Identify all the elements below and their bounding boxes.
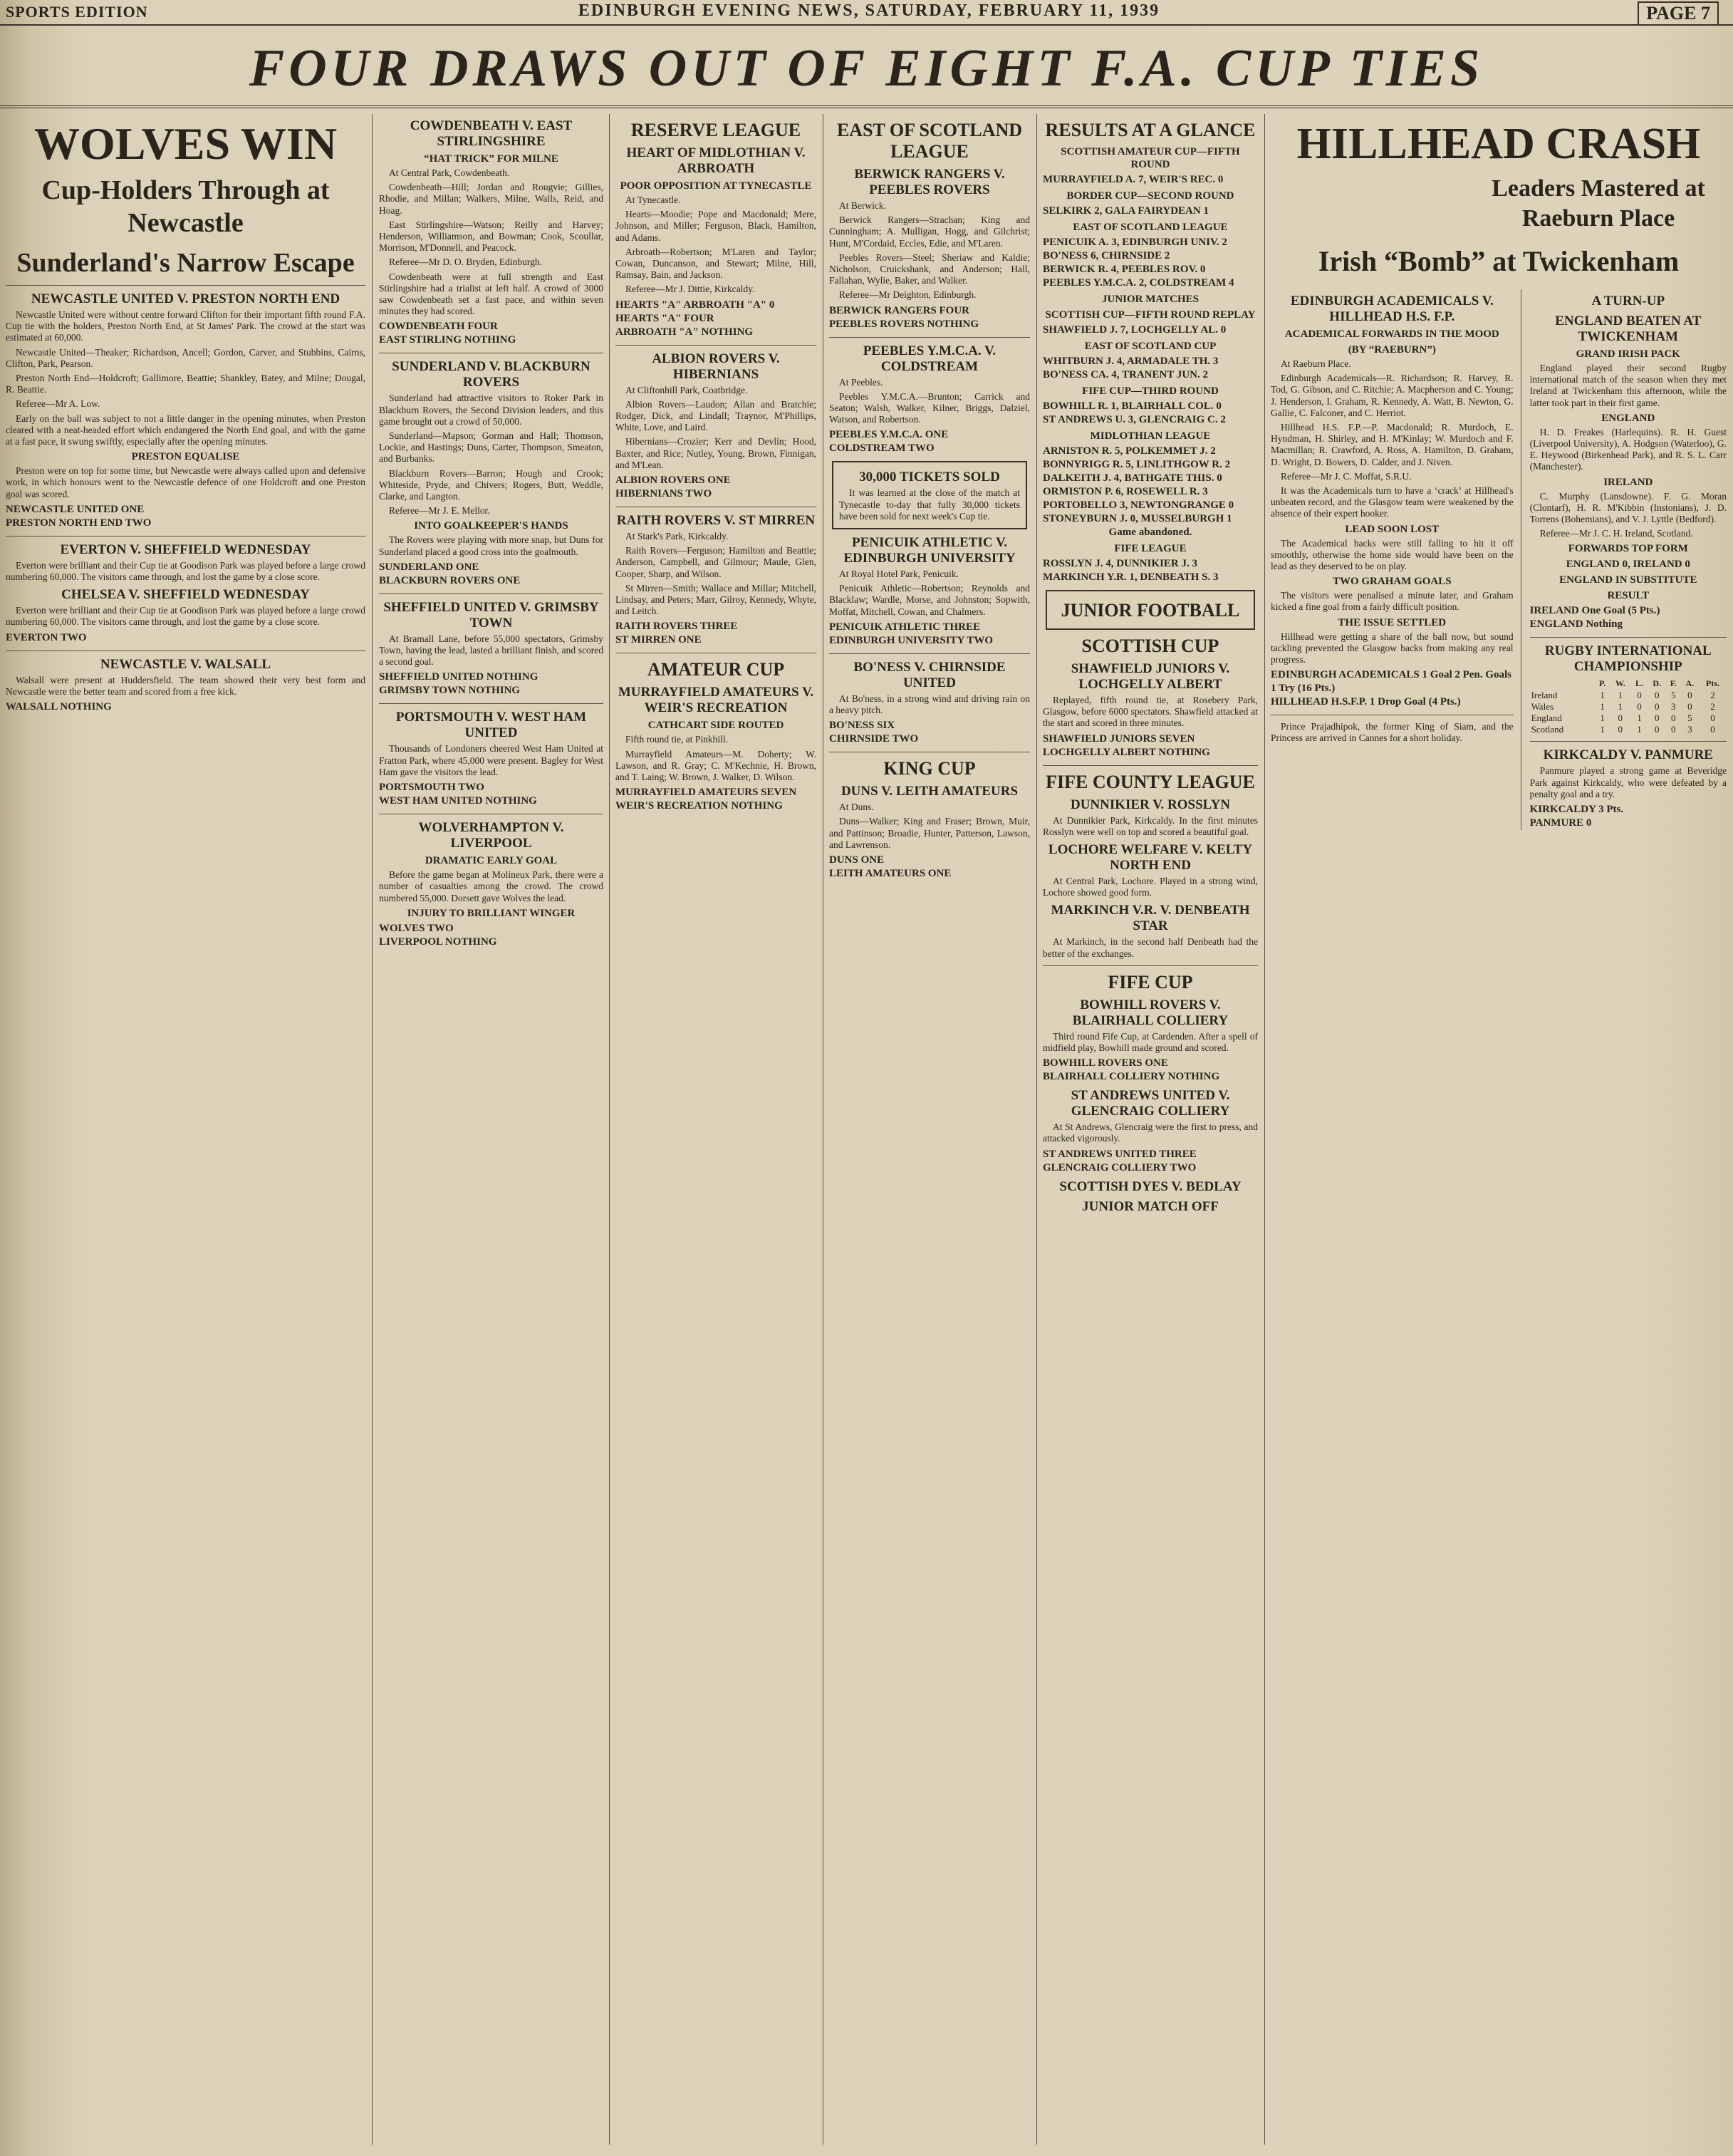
venue: At Duns. [839, 802, 874, 813]
article-text: Prince Prajadhipok, the former King of Siam, and the Princess are arrived in Cannes for a short holiday. [1271, 721, 1514, 744]
championship-table [1530, 677, 1727, 735]
table-header-cell: P. [1599, 678, 1606, 689]
article-text: Walsall were present at Huddersfield. The team showed their very best form and Newcastle were the better team and scored from a free kick. [6, 674, 365, 697]
article-text: England played their second Rugby international match of the season when they met Ireland at Twickenham this afternoon, while the latter took part in their first game. [1529, 363, 1727, 408]
result-line: MURRAYFIELD A. 7, WEIR'S REC. 0 [1043, 174, 1224, 185]
result-line: HEARTS "A" FOUR [615, 312, 714, 324]
venue: At Stark's Park, Kirkcaldy. [625, 531, 729, 542]
column-hillhead [1271, 114, 1727, 2145]
table-heading: RUGBY INTERNATIONAL CHAMPIONSHIP [1544, 643, 1712, 675]
result-line: GRIMSBY TOWN NOTHING [379, 685, 521, 697]
result-line: ROSSLYN J. 4, DUNNIKIER J. 3 [1043, 558, 1197, 569]
result-line: BO'NESS SIX [829, 720, 895, 732]
table-cell: 0 [1655, 724, 1660, 735]
article-text: It was the Academicals turn to have a ‘crack’ at Hillhead's unbeaten record, and the Glasgow team were weakened by the absence of their expert hooker. [1271, 485, 1514, 519]
headline-hillhead: HILLHEAD CRASH [1296, 120, 1701, 168]
result-line: KIRKCALDY 3 Pts. [1529, 804, 1624, 816]
subheading: RESULT [1607, 590, 1650, 602]
article-text: At Dunnikier Park, Kirkcaldy. In the first minutes Rosslyn were well on top and scored a beautiful goal. [1043, 814, 1258, 837]
result-line: ST ANDREWS U. 3, GLENCRAIG C. 2 [1043, 414, 1226, 425]
divider [1530, 637, 1727, 638]
result-line: IRELAND One Goal (5 Pts.) [1529, 605, 1660, 617]
table-cell: 0 [1655, 701, 1660, 712]
team-list: Hibernians—Crozier; Kerr and Devlin; Hood, Baxter, and Rice; Nutley, Young, Brown, Finnigan, and M'Lean. [615, 436, 816, 470]
table-cell: 5 [1671, 690, 1676, 701]
team-heading: ENGLAND [1601, 412, 1655, 424]
table-row [1530, 724, 1727, 735]
team-list: Peebles Y.M.C.A.—Brunton; Carrick and Seaton; Walsh, Walker, Kilner, Briggs, Dalziel, Watson, and Robertson. [829, 390, 1030, 425]
subhead-irish: Irish “Bomb” at Twickenham [1318, 245, 1680, 277]
box-text: It was learned at the close of the match at Tynecastle to-day that fully 30,000 tickets have been sold for next week's Cup tie. [839, 487, 1020, 522]
subheading: TWO GRAHAM GOALS [1332, 576, 1452, 588]
result-line: WEIR'S RECREATION NOTHING [615, 800, 783, 812]
table-cell: 0 [1687, 701, 1692, 712]
column-rule [1036, 114, 1037, 2145]
result-line: COWDENBEATH FOUR [379, 321, 498, 333]
table-cell: 1 [1618, 701, 1623, 712]
match-heading: BERWICK RANGERS V. PEEBLES ROVERS [854, 167, 1005, 197]
match-heading: MURRAYFIELD AMATEURS V. WEIR'S RECREATION [618, 685, 814, 716]
result-line: WOLVES TWO [379, 922, 454, 934]
match-heading: JUNIOR MATCH OFF [1082, 1198, 1219, 1214]
team-list: Peebles Rovers—Steel; Sheriaw and Kaldie; Nicholson, Cruickshank, and Anderson; Hall, Fallahan, Wylie, Baker, and Walker. [829, 252, 1030, 286]
result-line: PANMURE 0 [1529, 817, 1592, 829]
article-text: At Bo'ness, in a strong wind and driving rain on a heavy pitch. [829, 693, 1030, 716]
section-heading: RESULTS AT A GLANCE [1045, 120, 1256, 140]
table-cell: 1 [1600, 724, 1605, 735]
table-cell: 0 [1655, 712, 1660, 724]
column-east-of-scotland [829, 114, 1030, 2145]
match-heading: RAITH ROVERS V. ST MIRREN [616, 513, 816, 529]
table-cell: 0 [1710, 712, 1715, 724]
table-cell: 0 [1671, 712, 1676, 724]
column-cowdenbeath [379, 114, 603, 2145]
venue: At Raeburn Place. [1281, 358, 1351, 369]
result-line: BERWICK R. 4, PEEBLES ROV. 0 [1043, 264, 1206, 275]
result-line: WEST HAM UNITED NOTHING [379, 795, 537, 807]
referee: Referee—Mr D. O. Bryden, Edinburgh. [389, 256, 542, 268]
subheading: “HAT TRICK” FOR MILNE [424, 153, 558, 165]
subheading: ENGLAND 0, IRELAND 0 [1566, 559, 1690, 571]
table-cell: 1 [1600, 701, 1605, 712]
article-text: Everton were brilliant and their Cup tie at Goodison Park was played before a large crowd numbering 60,000. The visitors came through, and lost the game by a close score. [6, 605, 365, 628]
result-line: CHIRNSIDE TWO [829, 733, 919, 745]
table-cell: 1 [1618, 690, 1623, 701]
table-cell: 1 [1637, 724, 1642, 735]
venue: At Peebles. [839, 376, 883, 388]
article-text: Thousands of Londoners cheered West Ham United at Fratton Park, where 45,000 were present. Bagley for West Ham gave the visitors the lead. [379, 743, 603, 777]
subheading: GRAND IRISH PACK [1576, 348, 1680, 360]
table-cell: 0 [1637, 701, 1642, 712]
result-line: SUNDERLAND ONE [379, 561, 479, 573]
column-wolves [6, 114, 365, 2145]
team-list: Blackburn Rovers—Barron; Hough and Crook; Whiteside, Pryde, and Chivers; Rogers, Butt, Weddle, Clarke, and Langton. [379, 467, 603, 502]
result-line: WHITBURN J. 4, ARMADALE TH. 3 [1043, 356, 1219, 367]
match-heading: PORTSMOUTH V. WEST HAM UNITED [395, 710, 587, 741]
result-line: LEITH AMATEURS ONE [829, 868, 952, 880]
table-header-cell: L. [1635, 678, 1644, 689]
venue: Fifth round tie, at Pinkhill. [625, 734, 728, 745]
team-list: Albion Rovers—Laudon; Allan and Bratchie; Rodger, Dick, and Lindall; Traynor, M'Phillips, White, Love, and Laird. [615, 398, 816, 433]
subheading: LEAD SOON LOST [1345, 523, 1440, 535]
team-list: Arbroath—Robertson; M'Laren and Taylor; Cowan, Duncanson, and Stewart; Milne, Hill, Ramsay, Bain, and Jackson. [615, 246, 816, 281]
result-line: STONEYBURN J. 0, MUSSELBURGH 1 [1043, 513, 1232, 524]
article-text: At St Andrews, Glencraig were the first to press, and attacked vigorously. [1043, 1121, 1258, 1144]
article-text: Sunderland had attractive visitors to Roker Park in Blackburn Rovers, the Second Division leaders, and this game brought out a crowd of 50,000. [379, 393, 603, 427]
column-rule [372, 114, 373, 2145]
article-text: Hillhead were getting a share of the ball now, but sound tackling prevented the Glasgow backs from making any real progress. [1271, 631, 1514, 665]
competition: FIFE CUP—THIRD ROUND [1082, 385, 1219, 397]
result-line: GLENCRAIG COLLIERY TWO [1043, 1161, 1197, 1173]
subheading: INTO GOALKEEPER'S HANDS [414, 520, 568, 532]
team-heading: IRELAND [1603, 476, 1653, 488]
table-cell: 0 [1671, 724, 1676, 735]
result-line: HILLHEAD H.S.F.P. 1 Drop Goal (4 Pts.) [1271, 696, 1461, 708]
result-line: DALKEITH J. 4, BATHGATE THIS. 0 [1043, 472, 1222, 484]
match-heading: EVERTON V. SHEFFIELD WEDNESDAY [60, 541, 311, 557]
result-line: ENGLAND Nothing [1529, 618, 1623, 631]
team-list: St Mirren—Smith; Wallace and Millar; Mitchell, Lindsay, and Peters; Marr, Gilroy, Kennedy, Whyte, and Leitch. [615, 582, 816, 617]
junior-football-box [1046, 590, 1255, 630]
table-row [1530, 690, 1727, 701]
table-cell: 2 [1710, 701, 1715, 712]
article-text: Cowdenbeath were at full strength and East Stirlingshire had a trialist at left half. A crowd of 3000 saw Cowdenbeath set a fast pace, and within seven minutes they had scored. [379, 271, 603, 317]
result-line: PEEBLES Y.M.C.A. 2, COLDSTREAM 4 [1043, 277, 1234, 289]
competition: MIDLOTHIAN LEAGUE [1090, 430, 1211, 442]
table-cell: 0 [1637, 690, 1642, 701]
match-heading: DUNS V. LEITH AMATEURS [841, 784, 1019, 799]
edition-label: SPORTS EDITION [6, 3, 148, 21]
table-row [1530, 712, 1727, 724]
competition: SCOTTISH AMATEUR CUP—FIFTH ROUND [1061, 146, 1240, 170]
article-text: At Bramall Lane, before 55,000 spectators, Grimsby Town, having the lead, lasted a brilliant finish, and scored a second goal. [379, 633, 603, 668]
column-reserve-league [615, 114, 816, 2145]
referee: Referee—Mr Deighton, Edinburgh. [839, 289, 977, 301]
table-cell: Wales [1531, 701, 1554, 712]
result-line: BO'NESS CA. 4, TRANENT JUN. 2 [1043, 369, 1208, 380]
match-heading: SHEFFIELD UNITED V. GRIMSBY TOWN [383, 599, 599, 631]
section-heading: RESERVE LEAGUE [630, 120, 801, 140]
result-line: PEEBLES ROVERS NOTHING [829, 318, 979, 330]
team-list: C. Murphy (Lansdowne). F. G. Moran (Clontarf), H. R. M'Kibbin (Instonians), J. D. Torrens (Bohemians), and V. J. Lyttle (Bedford). [1529, 490, 1727, 525]
rugby-columns [1271, 289, 1727, 830]
match-heading: KIRKCALDY V. PANMURE [1543, 747, 1713, 763]
subheading: ENGLAND IN SUBSTITUTE [1559, 574, 1697, 586]
table-cell: Ireland [1531, 690, 1558, 701]
table-cell: 0 [1687, 690, 1692, 701]
result-line: BO'NESS 6, CHIRNSIDE 2 [1043, 250, 1170, 261]
article-text: Newcastle United were without centre forward Clifton for their important fifth round F.A. Cup tie with the holders, Preston North End, at St James' Park. The crowd at the start was estimated at 60,000. [6, 309, 365, 343]
article-text: Early on the ball was subject to not a little danger in the opening minutes, when Preston cleared with a neat-headed effort which endangered the North End goal, and with the game at a fast pace, it swung swiftly, especially after the opening minutes. [6, 413, 365, 447]
table-row [1530, 701, 1727, 712]
match-heading: EDINBURGH ACADEMICALS V. HILLHEAD H.S. F.P. [1290, 294, 1494, 324]
team-list: H. D. Freakes (Harlequins). R. H. Guest (Liverpool University), A. Hodgson (Waterloo), G. E. Heywood (Birkenhead Park), and R. S. L. Carr (Manchester). [1529, 426, 1727, 472]
result-line: WALSALL NOTHING [6, 701, 112, 713]
divider [1043, 965, 1258, 966]
referee: Referee—Mr J. C. H. Ireland, Scotland. [1539, 528, 1693, 539]
section-heading: JUNIOR FOOTBALL [1061, 600, 1240, 621]
result-line: BLACKBURN ROVERS ONE [379, 574, 521, 586]
team-list: Hearts—Moodie; Pope and Macdonald; Mere, Johnson, and Miller; Ferguson, Black, Hamilton, and Adams. [615, 209, 816, 243]
result-line: SELKIRK 2, GALA FAIRYDEAN 1 [1043, 205, 1209, 217]
result-line: MARKINCH Y.R. 1, DENBEATH S. 3 [1043, 571, 1219, 583]
competition: JUNIOR MATCHES [1102, 294, 1199, 305]
table-cell: 1 [1637, 712, 1642, 724]
table-header-cell: F. [1670, 678, 1677, 689]
academicals-report [1271, 289, 1521, 830]
section-heading: SCOTTISH CUP [1081, 636, 1219, 656]
result-line: RAITH ROVERS THREE [615, 621, 738, 633]
match-heading: SHAWFIELD JUNIORS V. LOCHGELLY ALBERT [1071, 661, 1230, 692]
table-cell: 2 [1710, 690, 1715, 701]
divider [1043, 765, 1258, 766]
match-heading: SUNDERLAND V. BLACKBURN ROVERS [392, 359, 590, 390]
article-text: The Rovers were playing with more snap, but Duns for Sunderland placed a good cross into the goalmouth. [379, 534, 603, 557]
table-cell: 3 [1687, 724, 1692, 735]
section-heading: FIFE COUNTY LEAGUE [1046, 771, 1255, 792]
match-heading: ENGLAND BEATEN AT TWICKENHAM [1555, 313, 1702, 344]
result-line: ORMISTON P. 6, ROSEWELL R. 3 [1043, 486, 1208, 497]
team-list: Berwick Rangers—Strachan; King and Cunningham; A. Mulligan, Hogg, and Gilchrist; Hunt, M'Cordaid, Eccles, Edie, and M'Laren. [829, 214, 1030, 249]
masthead [0, 0, 1733, 26]
subhead-sunderland: Sunderland's Narrow Escape [16, 248, 355, 278]
match-heading: LOCHORE WELFARE V. KELTY NORTH END [1048, 842, 1253, 874]
table-cell: 3 [1671, 701, 1676, 712]
match-heading: COWDENBEATH V. EAST STIRLINGSHIRE [410, 118, 573, 149]
match-heading: CHELSEA V. SHEFFIELD WEDNESDAY [61, 587, 310, 603]
referee: Referee—Mr J. C. Moffat, S.R.U. [1281, 470, 1412, 482]
article-text: The Academical backs were still falling to hit it off smoothly, otherwise the home side would have been on the lead as they deserved to be on play. [1271, 537, 1514, 572]
match-heading: NEWCASTLE UNITED V. PRESTON NORTH END [31, 291, 340, 306]
article-text: Everton were brilliant and their Cup tie at Goodison Park was played before a large crowd numbering 60,000. The visitors came through, and lost the game by a close score. [6, 559, 365, 583]
venue: At Tynecastle. [625, 195, 681, 205]
team-list: Edinburgh Academicals—R. Richardson; R. Harvey, R. Tod, G. Gibson, and C. Ritchie; A. Macpherson and C. Young; J. Henderson, I. Graham, R. Kennedy, A. Watt, B. Newton, G. Gallie, C. Falconer, and C. Herriot. [1271, 373, 1514, 418]
section-heading: EAST OF SCOTLAND LEAGUE [836, 120, 1023, 162]
result-line: EAST STIRLING NOTHING [379, 334, 516, 346]
competition: SCOTTISH CUP—FIFTH ROUND REPLAY [1045, 309, 1256, 321]
result-line: ST ANDREWS UNITED THREE [1043, 1148, 1197, 1160]
result-line: ARNISTON R. 5, POLKEMMET J. 2 [1043, 445, 1216, 457]
result-line: BERWICK RANGERS FOUR [829, 304, 969, 316]
team-list: Preston North End—Holdcroft; Gallimore, Beattie; Shankley, Batey, and Milne; Dougal, R. Beattie. [6, 373, 365, 395]
divider [1530, 741, 1727, 742]
twickenham-report [1530, 289, 1727, 830]
venue: At Central Park, Cowdenbeath. [389, 167, 510, 178]
result-line: PEEBLES Y.M.C.A. ONE [829, 429, 949, 441]
match-heading: WOLVERHAMPTON V. LIVERPOOL [418, 820, 564, 851]
result-line: PRESTON NORTH END TWO [6, 517, 152, 529]
column-rule [609, 114, 610, 2145]
venue: At Cliftonhill Park, Coatbridge. [625, 384, 748, 395]
result-line: ARBROATH "A" NOTHING [615, 326, 754, 338]
article-text: At Markinch, in the second half Denbeath had the better of the exchanges. [1043, 936, 1258, 959]
column-rule [1264, 114, 1265, 2145]
match-heading: NEWCASTLE V. WALSALL [100, 656, 271, 672]
result-line: HIBERNIANS TWO [615, 488, 712, 500]
subheading: A TURN-UP [1591, 294, 1665, 309]
table-cell: 1 [1600, 712, 1605, 724]
match-heading: BOWHILL ROVERS V. BLAIRHALL COLLIERY [1072, 997, 1229, 1028]
result-line: PENICUIK ATHLETIC THREE [829, 621, 980, 633]
team-list: Raith Rovers—Ferguson; Hamilton and Beattie; Anderson, Campbell, and Gilmour; Maule, Glen, Cooper, Sharp, and Wilson. [615, 545, 816, 579]
team-list: Duns—Walker; King and Fraser; Brown, Muir, and Pattinson; Broadie, Hunter, Patterson, Lawson, and Lawrenson. [829, 816, 1030, 850]
section-heading: AMATEUR CUP [647, 659, 785, 680]
article-text: Third round Fife Cup, at Cardenden. After a spell of midfield play, Bowhill made ground and scored. [1043, 1030, 1258, 1054]
box-heading: 30,000 TICKETS SOLD [859, 470, 1000, 485]
team-list: Penicuik Athletic—Robertson; Reynolds and Blacklaw; Wardle, Morse, and Johnston; Sopwith, Moffat, Mitchell, Cowan, and Chalmers. [829, 583, 1030, 617]
subheading: POOR OPPOSITION AT TYNECASTLE [620, 180, 812, 192]
competition: EAST OF SCOTLAND LEAGUE [1073, 222, 1228, 233]
match-heading: PEEBLES Y.M.C.A. V. COLDSTREAM [863, 343, 996, 374]
match-heading: MARKINCH V.R. V. DENBEATH STAR [1051, 903, 1250, 934]
competition: FIFE LEAGUE [1114, 543, 1187, 554]
page-banner: FOUR DRAWS OUT OF EIGHT F.A. CUP TIES [0, 31, 1733, 108]
result-line: BOWHILL ROVERS ONE [1043, 1057, 1168, 1069]
match-heading: BO'NESS V. CHIRNSIDE UNITED [853, 659, 1006, 690]
table-header-cell: A. [1685, 678, 1695, 689]
article-text: Before the game began at Molineux Park, there were a number of casualties among the crowd. The crowd numbered 55,000. Dorsett gave Wolves the lead. [379, 869, 603, 903]
article-text: The visitors were penalised a minute later, and Graham kicked a fine goal from a fairly difficult position. [1271, 590, 1514, 613]
divider [615, 345, 816, 346]
result-line: COLDSTREAM TWO [829, 442, 935, 455]
result-line: NEWCASTLE UNITED ONE [6, 503, 145, 515]
subheading: PRESTON EQUALISE [131, 451, 240, 463]
byline: (BY “RAEBURN”) [1348, 344, 1436, 356]
team-list: East Stirlingshire—Watson; Reilly and Harvey; Henderson, Williamson, and Bowman; Cook, Scoullar, Morrison, M'Donnell, and Peacock. [379, 219, 603, 254]
subheading: CATHCART SIDE ROUTED [647, 720, 784, 732]
result-line: BOWHILL R. 1, BLAIRHALL COL. 0 [1043, 400, 1222, 412]
divider [829, 337, 1030, 338]
match-heading: ALBION ROVERS V. HIBERNIANS [652, 351, 780, 382]
subheading: INJURY TO BRILLIANT WINGER [407, 907, 576, 919]
result-line: PENICUIK A. 3, EDINBURGH UNIV. 2 [1043, 237, 1227, 248]
article-text: Panmure played a strong game at Beveridge Park against Kirkcaldy, who were defeated by a penalty goal and a try. [1529, 765, 1727, 799]
result-line: PORTSMOUTH TWO [379, 782, 484, 794]
result-note: Game abandoned. [1108, 527, 1192, 538]
subheading: THE ISSUE SETTLED [1338, 616, 1447, 628]
table-cell: 0 [1618, 724, 1623, 735]
result-line: HEARTS "A" ARBROATH "A" 0 [615, 299, 775, 311]
result-line: EVERTON TWO [6, 631, 87, 643]
referee: Referee—Mr J. E. Mellor. [389, 505, 490, 517]
table-header-cell: Pts. [1706, 678, 1719, 689]
match-heading: SCOTTISH DYES V. BEDLAY [1059, 1178, 1242, 1194]
team-list: Newcastle United—Theaker; Richardson, Ancell; Gordon, Carver, and Stubbins, Cairns, Clifton, Park, Pearson. [6, 346, 365, 369]
paper-date: EDINBURGH EVENING NEWS, SATURDAY, FEBRUARY 11, 1939 [578, 1, 1160, 20]
result-line: BLAIRHALL COLLIERY NOTHING [1043, 1071, 1220, 1083]
result-line: EDINBURGH ACADEMICALS 1 Goal 2 Pen. Goals 1 Try (16 Pts.) [1271, 669, 1511, 695]
table-cell: England [1531, 712, 1562, 724]
result-line: LIVERPOOL NOTHING [379, 936, 497, 948]
result-line: ST MIRREN ONE [615, 634, 702, 646]
page-number: PAGE 7 [1638, 1, 1719, 26]
result-line: LOCHGELLY ALBERT NOTHING [1043, 746, 1210, 758]
result-line: SHAWFIELD JUNIORS SEVEN [1043, 732, 1195, 745]
team-list: Murrayfield Amateurs—M. Doherty; W. Lawson, and R. Gray; C. M'Kechnie, H. Brown, and T. Laing; W. Brown, J. Walker, D. Wilson. [615, 748, 816, 783]
table-cell: 1 [1600, 690, 1605, 701]
article-text: Preston were on top for some time, but Newcastle were always called upon and defensive work, in which honours went to the Newcastle defence of one Holdcroft and one Preston goal was scored. [6, 465, 365, 499]
subhead-leaders: Leaders Mastered at Raeburn Place [1492, 175, 1705, 232]
venue: At Royal Hotel Park, Penicuik. [839, 569, 959, 580]
section-heading: KING CUP [883, 758, 976, 779]
column-results [1043, 114, 1258, 2145]
result-line: MURRAYFIELD AMATEURS SEVEN [615, 787, 797, 799]
table-cell: 5 [1687, 712, 1692, 724]
match-heading: DUNNIKIER V. ROSSLYN [1070, 797, 1231, 812]
match-heading: ST ANDREWS UNITED V. GLENCRAIG COLLIERY [1071, 1088, 1230, 1119]
table-header-cell [1530, 677, 1596, 690]
result-line: ALBION ROVERS ONE [615, 475, 731, 487]
table-cell: Scotland [1531, 724, 1564, 735]
result-line: PORTOBELLO 3, NEWTONGRANGE 0 [1043, 499, 1234, 511]
subheading: ACADEMICAL FORWARDS IN THE MOOD [1284, 328, 1499, 340]
table-header-row [1530, 677, 1727, 690]
divider [379, 703, 603, 704]
article-text: Replayed, fifth round tie, at Rosebery Park, Glasgow, before 6000 spectators. Shawfield attacked at the start and scored in three minutes. [1043, 695, 1258, 729]
result-line: SHAWFIELD J. 7, LOCHGELLY AL. 0 [1043, 324, 1227, 336]
divider [829, 653, 1030, 654]
team-list: Sunderland—Mapson; Gorman and Hall; Thomson, Lockie, and Hastings; Duns, Carter, Thompson, Smeaton, and Burbanks. [379, 430, 603, 465]
table-cell: 0 [1618, 712, 1623, 724]
table-header-cell: D. [1653, 678, 1662, 689]
competition: BORDER CUP—SECOND ROUND [1066, 190, 1234, 202]
result-line: EDINBURGH UNIVERSITY TWO [829, 634, 994, 646]
result-line: BONNYRIGG R. 5, LINLITHGOW R. 2 [1043, 459, 1231, 470]
referee: Referee—Mr J. Dittie, Kirkcaldy. [625, 284, 755, 295]
article-text: At Central Park, Lochore. Played in a strong wind, Lochore showed good form. [1043, 876, 1258, 898]
team-list: Hillhead H.S. F.P.—P. Macdonald; R. Murdoch, E. Hyndman, H. Shirley, and H. M'Kinlay; W. Murdoch and F. Macmillan; R. Crawford, A. Ross, A. Hamilton, D. Graham, D. Wright, D. Bowers, D. Calder, and J. Niven. [1271, 422, 1514, 467]
subhead-holders: Cup-Holders Through at Newcastle [41, 175, 330, 238]
subheading: DRAMATIC EARLY GOAL [425, 855, 558, 867]
competition: EAST OF SCOTLAND CUP [1084, 341, 1217, 352]
table-cell: 0 [1710, 724, 1715, 735]
headline-wolves: WOLVES WIN [33, 118, 338, 169]
table-header-cell: W. [1615, 678, 1625, 689]
venue: At Berwick. [839, 200, 886, 211]
divider [6, 285, 365, 286]
section-heading: FIFE CUP [1108, 971, 1193, 993]
divider [6, 536, 365, 537]
match-heading: PENICUIK ATHLETIC V. EDINBURGH UNIVERSITY [843, 535, 1016, 566]
tickets-box [832, 461, 1027, 529]
result-line: DUNS ONE [829, 854, 885, 866]
team-list: Cowdenbeath—Hill; Jordan and Rougvie; Gillies, Rhodie, and Millan; Walkers, Milne, Walls, Reid, and Hoag. [379, 182, 603, 216]
result-line: SHEFFIELD UNITED NOTHING [379, 671, 538, 683]
subheading: FORWARDS TOP FORM [1568, 543, 1688, 555]
table-cell: 0 [1655, 690, 1660, 701]
table-body [1530, 690, 1727, 735]
match-heading: HEART OF MIDLOTHIAN V. ARBROATH [626, 145, 806, 176]
referee: Referee—Mr A. Low. [16, 398, 100, 410]
